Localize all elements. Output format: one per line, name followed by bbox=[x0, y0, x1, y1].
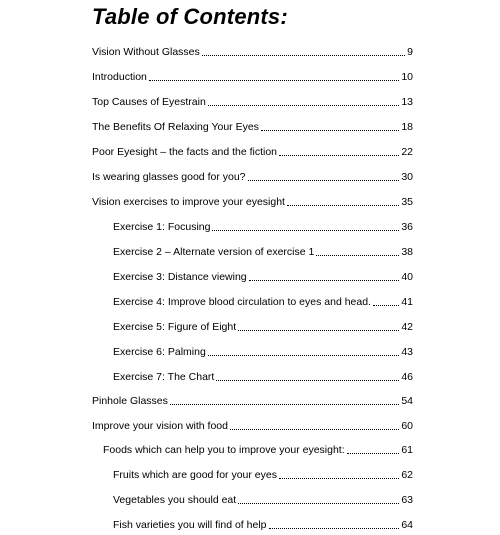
toc-entry-text: Exercise 3: Distance viewing bbox=[113, 271, 247, 283]
toc-entry[interactable] bbox=[92, 120, 413, 134]
dot-leader bbox=[373, 305, 399, 306]
dot-leader bbox=[216, 380, 399, 381]
dot-leader bbox=[238, 503, 399, 504]
toc-entry-text: Foods which can help you to improve your eyesight: bbox=[103, 444, 345, 456]
toc-entry-text: Exercise 7: The Chart bbox=[113, 371, 215, 383]
dot-leader bbox=[261, 130, 399, 131]
toc-entry-text: Introduction bbox=[92, 71, 147, 83]
toc-entry[interactable] bbox=[113, 320, 413, 334]
toc-entry[interactable] bbox=[92, 145, 413, 159]
toc-title: Table of Contents: bbox=[92, 4, 288, 29]
toc-page-number: 10 bbox=[401, 71, 413, 83]
toc-page-number: 38 bbox=[401, 246, 413, 258]
toc-entry-text: Is wearing glasses good for you? bbox=[92, 171, 246, 183]
dot-leader bbox=[170, 404, 399, 405]
toc-page-number: 43 bbox=[401, 346, 413, 358]
toc-entry[interactable] bbox=[113, 518, 413, 532]
dot-leader bbox=[269, 528, 400, 529]
toc-entry[interactable] bbox=[113, 370, 413, 384]
toc-entry[interactable] bbox=[113, 468, 413, 482]
toc-entry-text: Vision exercises to improve your eyesight bbox=[92, 196, 285, 208]
toc-entry-text: The Benefits Of Relaxing Your Eyes bbox=[92, 121, 259, 133]
dot-leader bbox=[149, 80, 399, 81]
dot-leader bbox=[249, 280, 400, 281]
toc-page-number: 35 bbox=[401, 196, 413, 208]
toc-entry[interactable] bbox=[103, 443, 413, 457]
toc-page-number: 42 bbox=[401, 321, 413, 333]
toc-entry-text: Exercise 5: Figure of Eight bbox=[113, 321, 237, 333]
toc-page-number: 54 bbox=[401, 395, 413, 407]
toc-entry[interactable] bbox=[113, 345, 413, 359]
toc-entry[interactable] bbox=[92, 170, 413, 184]
toc-page-number: 46 bbox=[401, 371, 413, 383]
toc-page-number: 9 bbox=[407, 46, 413, 58]
toc-entry-text: Exercise 4: Improve blood circulation to eyes and head. bbox=[113, 296, 371, 308]
toc-page-number: 22 bbox=[401, 146, 413, 158]
toc-entry-text: Exercise 1: Focusing bbox=[113, 221, 211, 233]
toc-entry-text: Vision Without Glasses bbox=[92, 46, 200, 58]
toc-page-number: 60 bbox=[401, 420, 413, 432]
dot-leader bbox=[248, 180, 400, 181]
toc-entry-text: Vegetables you should eat bbox=[113, 494, 237, 506]
toc-entry[interactable] bbox=[92, 394, 413, 408]
toc-page-number: 63 bbox=[401, 494, 413, 506]
toc-entry[interactable] bbox=[92, 95, 413, 109]
toc-page-number: 61 bbox=[401, 444, 413, 456]
toc-entry[interactable] bbox=[113, 295, 413, 309]
toc-entry[interactable] bbox=[92, 45, 413, 59]
dot-leader bbox=[238, 330, 399, 331]
dot-leader bbox=[230, 429, 399, 430]
toc-entry[interactable] bbox=[92, 419, 413, 433]
dot-leader bbox=[316, 255, 399, 256]
toc-page-number: 40 bbox=[401, 271, 413, 283]
toc-entry[interactable] bbox=[113, 493, 413, 507]
toc-page-number: 13 bbox=[401, 96, 413, 108]
toc-entry-text: Top Causes of Eyestrain bbox=[92, 96, 206, 108]
dot-leader bbox=[279, 478, 399, 479]
toc-entry-text: Exercise 6: Palming bbox=[113, 346, 206, 358]
toc-page-number: 64 bbox=[401, 519, 413, 531]
toc-entry[interactable] bbox=[113, 220, 413, 234]
toc-entry[interactable] bbox=[113, 245, 413, 259]
toc-page-number: 18 bbox=[401, 121, 413, 133]
dot-leader bbox=[208, 355, 400, 356]
dot-leader bbox=[287, 205, 399, 206]
toc-entry[interactable] bbox=[113, 270, 413, 284]
toc-entry-text: Improve your vision with food bbox=[92, 420, 228, 432]
toc-page-number: 41 bbox=[401, 296, 413, 308]
toc-entry[interactable] bbox=[92, 70, 413, 84]
toc-entry-text: Fruits which are good for your eyes bbox=[113, 469, 277, 481]
toc-entry-text: Exercise 2 – Alternate version of exercise 1 bbox=[113, 246, 315, 258]
toc-entry-text: Poor Eyesight – the facts and the fiction bbox=[92, 146, 278, 158]
dot-leader bbox=[347, 453, 400, 454]
dot-leader bbox=[202, 55, 405, 56]
toc-page-number: 62 bbox=[401, 469, 413, 481]
toc-page-number: 30 bbox=[401, 171, 413, 183]
dot-leader bbox=[279, 155, 399, 156]
toc-entry[interactable] bbox=[92, 195, 413, 209]
dot-leader bbox=[212, 230, 399, 231]
toc-entry-text: Fish varieties you will find of help bbox=[113, 519, 267, 531]
toc-entry-text: Pinhole Glasses bbox=[92, 395, 168, 407]
toc-page-number: 36 bbox=[401, 221, 413, 233]
dot-leader bbox=[208, 105, 400, 106]
